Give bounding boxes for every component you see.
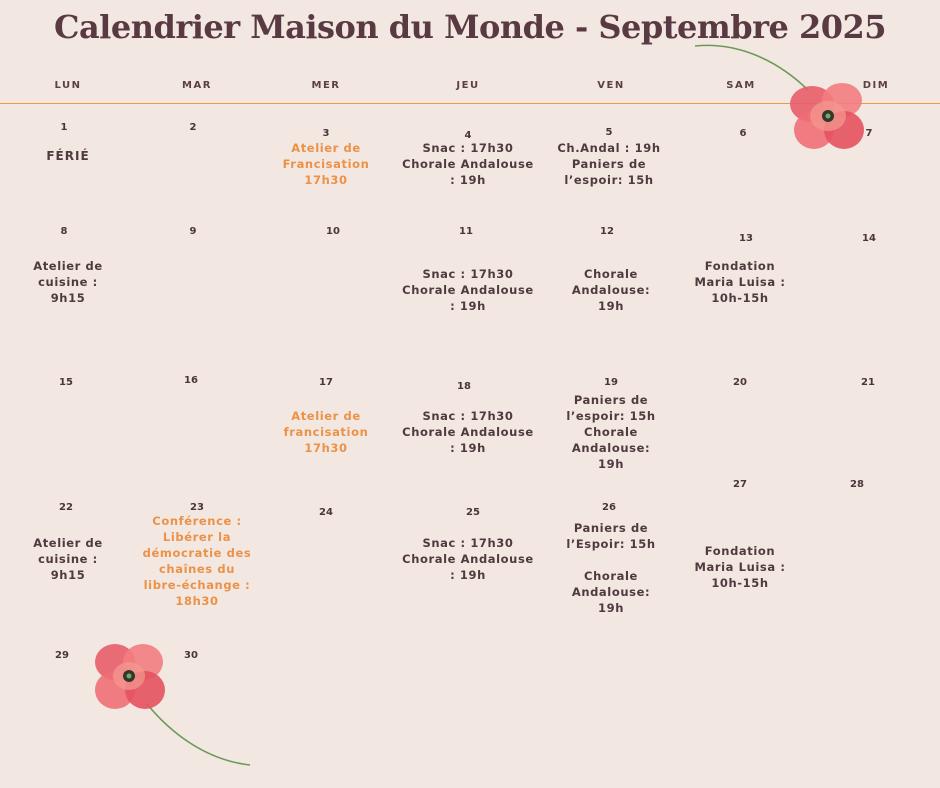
event-chorale: Chorale Andalouse: 19h (571, 267, 651, 313)
day-number: 19 (604, 377, 618, 388)
day-number: 3 (322, 128, 330, 139)
poppy-flower-icon (85, 632, 260, 772)
weekday-sat: SAM (726, 80, 756, 91)
event-thursday: Snac : 17h30 Chorale Andalouse : 19h (402, 409, 534, 455)
day-number: 25 (466, 507, 480, 518)
event-friday: Paniers de l’espoir: 15h Chorale Andalouse: 19h (566, 393, 656, 471)
weekday-fri: VEN (597, 80, 625, 91)
day-number: 2 (189, 122, 197, 133)
day-number: 10 (326, 226, 340, 237)
day-number: 11 (459, 226, 473, 237)
day-number: 24 (319, 507, 333, 518)
poppy-flower-icon (690, 40, 880, 165)
day-number: 30 (184, 650, 198, 661)
day-number: 4 (464, 130, 472, 141)
day-number: 29 (55, 650, 69, 661)
event-holiday: FÉRIÉ (46, 149, 90, 163)
page-title: Calendrier Maison du Monde - Septembre 2025 (53, 8, 887, 46)
day-number: 15 (59, 377, 73, 388)
day-number: 18 (457, 381, 471, 392)
event-francisation-workshop: Atelier de francisation 17h30 (283, 409, 369, 455)
event-friday: Paniers de l’Espoir: 15h Chorale Andalouse: 19h (566, 521, 656, 615)
day-number: 16 (184, 375, 198, 386)
day-number: 28 (850, 479, 864, 490)
day-number: 22 (59, 502, 73, 513)
day-number: 1 (60, 122, 68, 133)
weekday-thu: JEU (456, 80, 480, 91)
day-number: 9 (189, 226, 197, 237)
day-number: 5 (605, 127, 613, 138)
event-thursday: Snac : 17h30 Chorale Andalouse : 19h (402, 536, 534, 582)
day-number: 14 (862, 233, 876, 244)
event-conference: Conférence : Libérer la démocratie des chaînes du libre-échange : 18h30 (142, 514, 252, 608)
day-number: 26 (602, 502, 616, 513)
event-fondation: Fondation Maria Luisa : 10h-15h (694, 544, 786, 590)
day-number: 17 (319, 377, 333, 388)
weekday-mon: LUN (54, 80, 82, 91)
day-number: 20 (733, 377, 747, 388)
event-friday: Ch.Andal : 19h Paniers de l’espoir: 15h (557, 141, 661, 187)
day-number: 6 (739, 128, 747, 139)
event-cooking-workshop: Atelier de cuisine : 9h15 (33, 259, 103, 305)
weekday-tue: MAR (182, 80, 212, 91)
day-number: 23 (190, 502, 204, 513)
day-number: 12 (600, 226, 614, 237)
weekday-wed: MER (311, 80, 341, 91)
weekday-sun: DIM (862, 80, 890, 91)
event-thursday: Snac : 17h30 Chorale Andalouse : 19h (402, 141, 534, 187)
event-fondation: Fondation Maria Luisa : 10h-15h (694, 259, 786, 305)
day-number: 21 (861, 377, 875, 388)
event-cooking-workshop: Atelier de cuisine : 9h15 (33, 536, 103, 582)
day-number: 27 (733, 479, 747, 490)
day-number: 7 (865, 128, 873, 139)
event-thursday: Snac : 17h30 Chorale Andalouse : 19h (402, 267, 534, 313)
day-number: 8 (60, 226, 68, 237)
day-number: 13 (739, 233, 753, 244)
event-francisation-workshop: Atelier de Francisation 17h30 (282, 141, 370, 187)
